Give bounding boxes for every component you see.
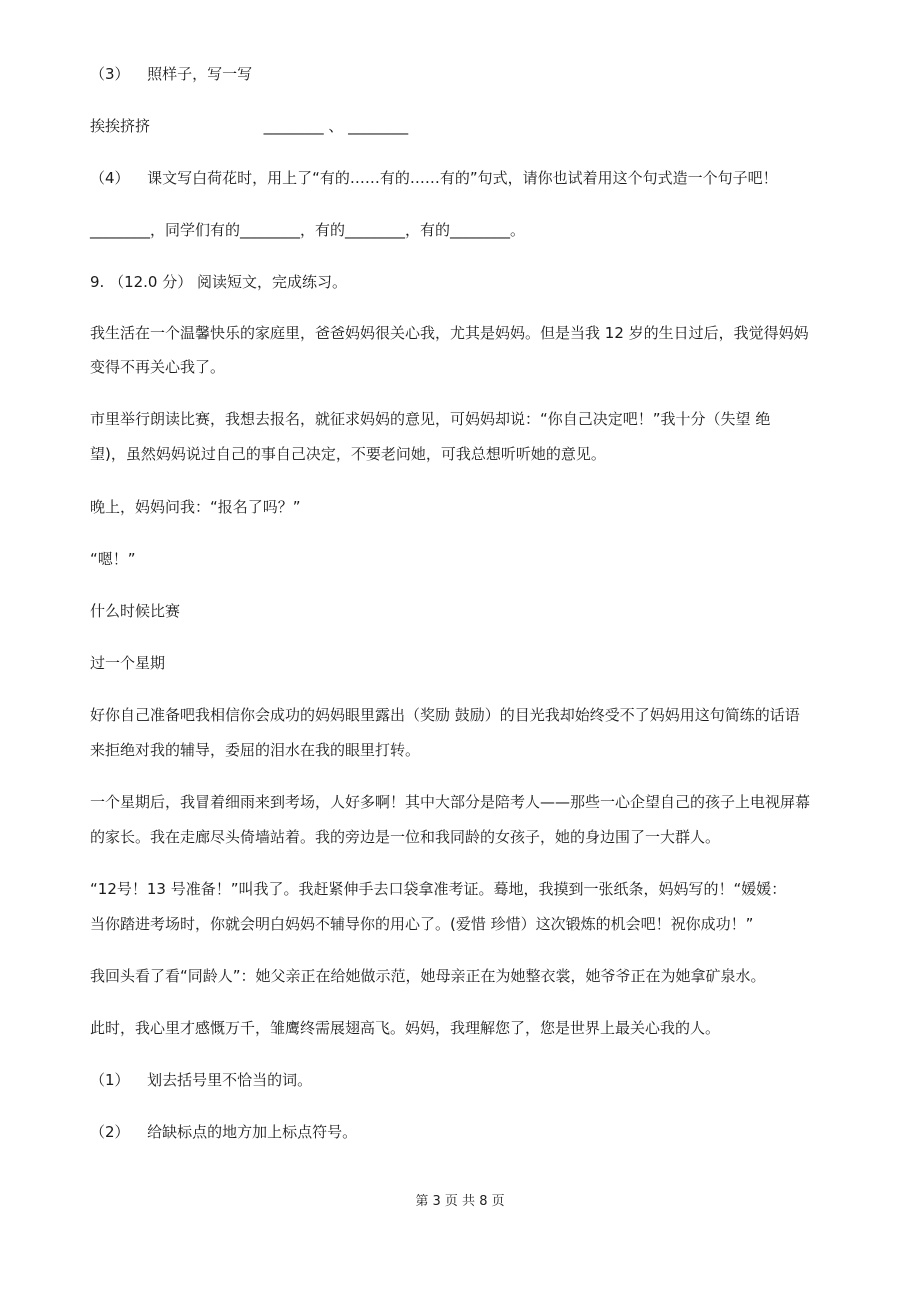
q8-sub4-text: 课文写白荷花时，用上了“有的……有的……有的”句式，请你也试着用这个句式造一个句子吧！ bbox=[147, 169, 778, 187]
q9-p6: 过一个星期 bbox=[90, 654, 166, 672]
q9-sub1-label: （1） bbox=[90, 1071, 130, 1089]
q9-p1-line1: 我生活在一个温馨快乐的家庭里，爸爸妈妈很关心我，尤其是妈妈。但是当我 12 岁的生日过后，我觉得妈妈 bbox=[90, 324, 809, 342]
q9-p8-line2: 的家长。我在走廊尽头倚墙站着。我的旁边是一位和我同龄的女孩子，她的身边围了一大群人。 bbox=[90, 828, 721, 846]
page-footer: 第 3 页 共 8 页 bbox=[415, 1194, 505, 1209]
answer-blank-1: ________ bbox=[263, 117, 324, 135]
q9-sub2-text: 给缺标点的地方加上标点符号。 bbox=[147, 1123, 358, 1141]
q9-p2-line2: 望)，虽然妈妈说过自己的事自己决定，不要老问她，可我总想听听她的意见。 bbox=[90, 445, 606, 463]
q8-sub4 bbox=[90, 168, 778, 188]
blank-separator: 、 bbox=[328, 117, 344, 135]
q8-sub3-text: 照样子，写一写 bbox=[147, 65, 253, 83]
answer-blank-2: ________ bbox=[348, 117, 409, 135]
q9-p1-line2: 变得不再关心我了。 bbox=[90, 358, 226, 376]
q9-p7-line1: 好你自己准备吧我相信你会成功的妈妈眼里露出（奖励 鼓励）的目光我却始终受不了妈妈用这句简练的话语 bbox=[90, 706, 800, 724]
q9-p11: 此时，我心里才感慨万千，雏鹰终需展翅高飞。妈妈，我理解您了，您是世界上最关心我的人。 bbox=[90, 1019, 721, 1037]
q8-sub3 bbox=[90, 64, 252, 84]
q9-sub1 bbox=[90, 1070, 312, 1090]
q9-p5: 什么时候比赛 bbox=[90, 602, 181, 620]
q8-example-row bbox=[90, 116, 408, 136]
q9-p10: 我回头看了看“同龄人”：她父亲正在给她做示范，她母亲正在为她整衣裳，她爷爷正在为她拿矿泉水。 bbox=[90, 967, 766, 985]
q9-p2-line1: 市里举行朗读比赛，我想去报名，就征求妈妈的意见，可妈妈却说：“你自己决定吧！”我十分（失望 绝 bbox=[90, 410, 771, 428]
q9-header: 9. （12.0 分） 阅读短文，完成练习。 bbox=[90, 273, 348, 291]
q9-sub2 bbox=[90, 1122, 357, 1142]
q9-sub2-label: （2） bbox=[90, 1123, 130, 1141]
q8-sub3-label: （3） bbox=[90, 65, 130, 83]
example-word: 挨挨挤挤 bbox=[90, 117, 151, 135]
q9-sub1-text: 划去括号里不恰当的词。 bbox=[147, 1071, 313, 1089]
q9-p9-line2: 当你踏进考场时，你就会明白妈妈不辅导你的用心了。(爱惜 珍惜）这次锻炼的机会吧！祝你成功！” bbox=[90, 915, 754, 933]
q9-p7-line2: 来拒绝对我的辅导，委屈的泪水在我的眼里打转。 bbox=[90, 741, 421, 759]
q9-p3: 晚上，妈妈问我：“报名了吗？” bbox=[90, 498, 301, 516]
q9-p9-line1: “12号！13 号准备！”叫我了。我赶紧伸手去口袋拿准考证。蓦地，我摸到一张纸条，妈妈写的！“媛媛： bbox=[90, 880, 787, 898]
q8-sub4-label: （4） bbox=[90, 169, 130, 187]
q9-p4: “嗯！” bbox=[90, 550, 136, 568]
q9-p8-line1: 一个星期后，我冒着细雨来到考场，人好多啊！其中大部分是陪考人——那些一心企望自己的孩子上电视屏幕 bbox=[90, 793, 811, 811]
q8-sentence-line: ________，同学们有的________，有的________，有的________。 bbox=[90, 221, 526, 239]
